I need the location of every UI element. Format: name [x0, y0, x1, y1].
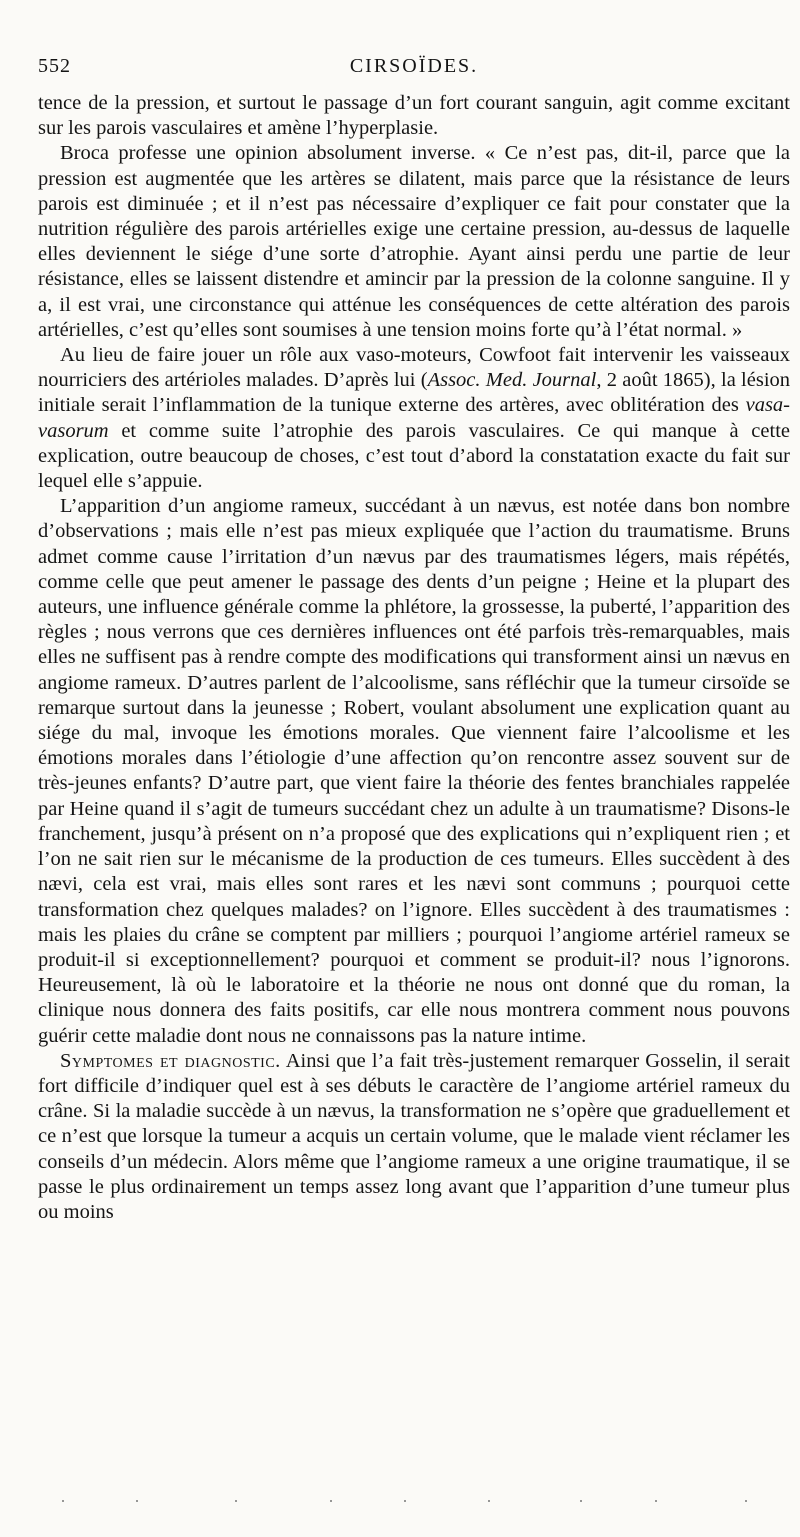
page-header	[38, 55, 790, 87]
bottom-speckles	[0, 1500, 800, 1510]
speck	[580, 1500, 582, 1502]
paragraph-5-text: Ainsi que l’a fait très-justement remarquer Gosselin, il serait fort difficile d’indiquer quel est à ses débuts le caractère de l’angiome artériel rameux du crâne. Si la maladie succède à un nævus, la transformation ne s’opère que graduellement et ce n’est que lorsque la tumeur a acquis un certain volume, que le malade vient réclamer les conseils d’un médecin. Alors même que l’angiome rameux a une origine traumatique, il se passe le plus ordinairement un temps assez long avant que l’apparition d’une tumeur plus ou moins	[38, 1049, 791, 1223]
speck	[62, 1500, 64, 1502]
body-text	[38, 91, 790, 1225]
running-title: CIRSOÏDES.	[349, 55, 479, 77]
speck	[404, 1500, 406, 1502]
paragraph-3-text-b: , 2 août 1865), la lésion initiale serait l’inflammation de la tunique externe des artères, avec oblitération des	[38, 369, 791, 417]
speck	[330, 1500, 332, 1502]
speck	[655, 1500, 657, 1502]
paragraph-3-text-c: et comme suite l’atrophie des parois vasculaires. Ce qui manque à cette explication, outre beaucoup de choses, c’est tout d’abord la constatation exacte du fait sur lequel elle s’appuie.	[38, 419, 790, 493]
paragraph-4: L’apparition d’un angiome rameux, succédant à un nævus, est notée dans bon nombre d’observations ; mais elle n’est pas mieux expliquée que l’action du traumatisme. Bruns admet comme cause l’irritation d’un nævus par des traumatismes légers, mais répétés, comme celle que peut amener le passage des dents d’un peigne ; Heine et la plupart des auteurs, une influence générale comme la phlétore, la grossesse, la puberté, l’apparition des règles ; nous verrons que ces dernières influences ont été parfois très-remarquables, mais elles ne suffisent pas à rendre compte des modifications qui transforment ainsi un nævus en angiome rameux. D’autres parlent de l’alcoolisme, sans réfléchir que la tumeur cirsoïde se remarque surtout dans la jeunesse ; Robert, voulant absolument une explication quant au siége du mal, invoque les émotions morales. Que viennent faire l’alcoolisme et les émotions morales dans l’étiologie d’une affection qu’on rencontre assez souvent sur de très-jeunes enfants? D’autre part, que vient faire la théorie des fentes branchiales rappelée par Heine quand il s’agit de tumeurs succédant chez un adulte à un traumatisme? Disons-le franchement, jusqu’à présent on n’a proposé que des explications qui n’expliquent rien ; et l’on ne sait rien sur le mécanisme de la production de ces tumeurs. Elles succèdent à des nævi, cela est vrai, mais elles sont rares et les nævi sont communs ; pourquoi cette transformation chez quelques malades? on l’ignore. Elles succèdent à des traumatismes : mais les plaies du crâne se comptent par milliers ; pourquoi l’angiome artériel rameux se produit-il si exceptionnellement? pourquoi et comment se produit-il? nous l’ignorons. Heureusement, là où le laboratoire et la théorie ne nous ont donné que du roman, la clinique nous donnera des faits positifs, car elle nous montrera comment nous pouvons guérir cette maladie dont nous ne connaissons pas la nature intime.	[38, 495, 790, 1047]
speck	[488, 1500, 490, 1502]
paragraph-2: Broca professe une opinion absolument inverse. « Ce n’est pas, dit-il, parce que la pression est augmentée que les artères se dilatent, mais parce que la résistance de leurs parois est diminuée ; et il n’est pas nécessaire d’expliquer ce fait pour constater que la nutrition régulière des parois artérielles exige une certaine pression, au-dessus de laquelle elles deviennent le siége d’une sorte d’atrophie. Ayant ainsi perdu une partie de leur résistance, elles se laissent distendre et amincir par la pression de la colonne sanguine. Il y a, il est vrai, une circonstance qui atténue les conséquences de cette altération des parois artérielles, c’est qu’elles sont soumises à une tension moins forte qu’à l’état normal. »	[38, 142, 790, 341]
speck	[745, 1500, 747, 1502]
book-page	[38, 55, 790, 1225]
section-heading: Symptomes et diagnostic.	[60, 1049, 281, 1072]
speck	[136, 1500, 138, 1502]
paragraph-3-text-a: Au lieu de faire jouer un rôle aux vaso-moteurs, Cowfoot fait intervenir les vaisseaux nourriciers des artérioles malades. D’après lui (	[38, 344, 790, 392]
paragraph-3	[38, 343, 790, 494]
page-number: 552	[38, 55, 71, 77]
vasa-vasorum-term: vasa-vasorum	[38, 394, 790, 442]
paragraph-1: tence de la pression, et surtout le passage d’un fort courant sanguin, agit comme excitant sur les parois vasculaires et amène l’hyperplasie.	[38, 92, 790, 140]
journal-citation: Assoc. Med. Journal	[427, 369, 597, 392]
speck	[235, 1500, 237, 1502]
paragraph-5	[38, 1049, 790, 1225]
